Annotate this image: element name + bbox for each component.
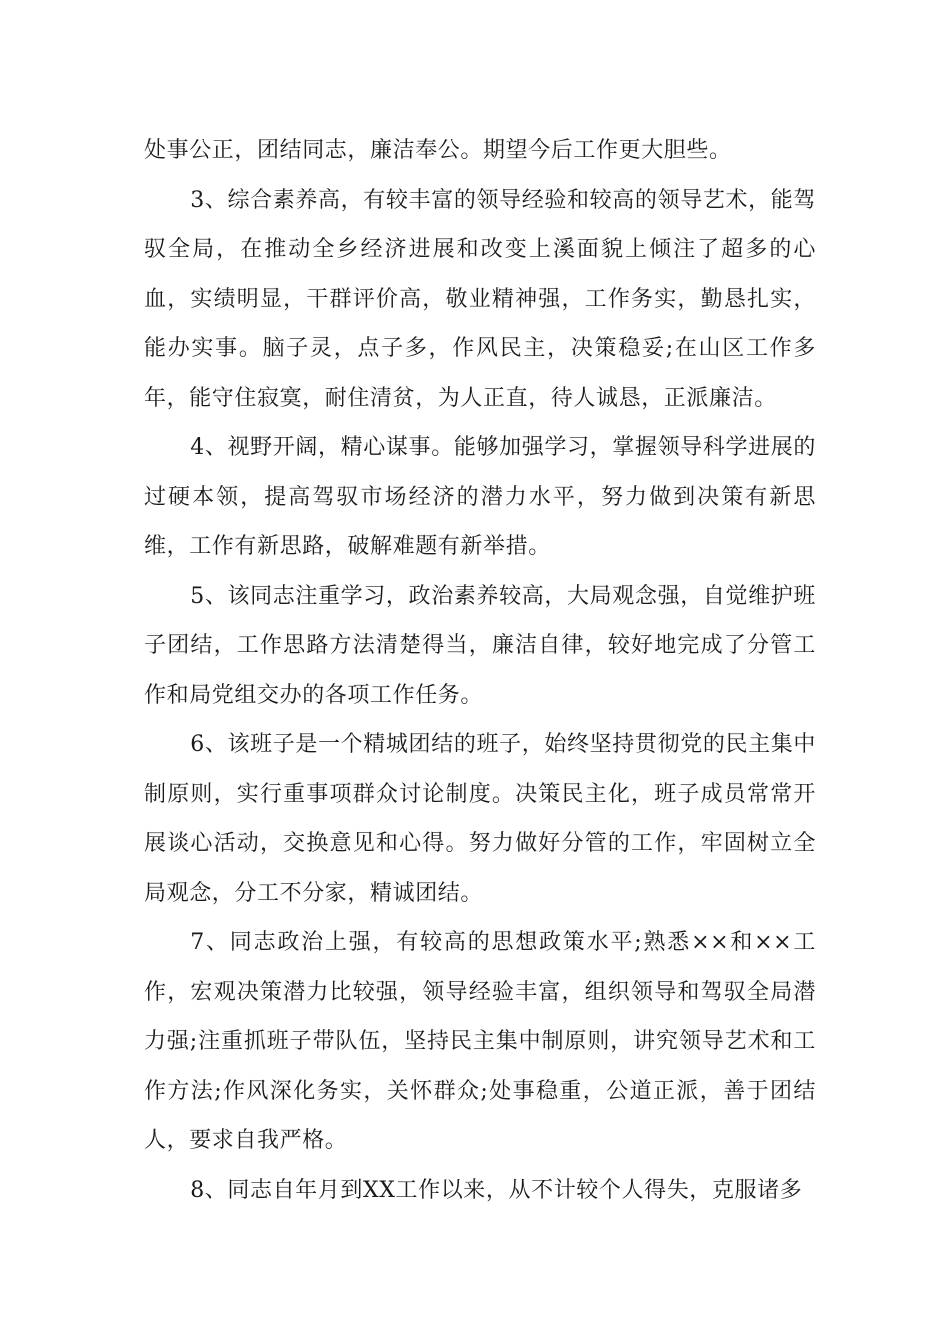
document-body bbox=[144, 126, 816, 1215]
paragraph-4: 4、视野开阔，精心谋事。能够加强学习，掌握领导科学进展的过硬本领，提高驾驭市场经济的潜力水平，努力做到决策有新思维，工作有新思路，破解难题有新举措。 bbox=[144, 435, 816, 559]
paragraph-7: 7、同志政治上强，有较高的思想政策水平;熟悉××和××工作，宏观决策潜力比较强，领导经验丰富，组织领导和驾驭全局潜力强;注重抓班子带队伍，坚持民主集中制原则，讲究领导艺术和工作方法;作风深化务实，关怀群众;处事稳重，公道正派，善于团结人，要求自我严格。 bbox=[144, 930, 816, 1153]
paragraph-8: 8、同志自年月到XX工作以来，从不计较个人得失，克服诸多 bbox=[190, 1177, 803, 1203]
continued-paragraph: 处事公正，团结同志，廉洁奉公。期望今后工作更大胆些。 bbox=[144, 138, 732, 163]
paragraph-5: 5、该同志注重学习，政治素养较高，大局观念强，自觉维护班子团结，工作思路方法清楚得当，廉洁自律，较好地完成了分管工作和局党组交办的各项工作任务。 bbox=[144, 583, 816, 708]
paragraph-6: 6、该班子是一个精城团结的班子，始终坚持贯彻党的民主集中制原则，实行重事项群众讨论制度。决策民主化，班子成员常常开展谈心活动，交换意见和心得。努力做好分管的工作，牢固树立全局观念，分工不分家，精诚团结。 bbox=[144, 732, 816, 906]
paragraph-3: 3、综合素养高，有较丰富的领导经验和较高的领导艺术，能驾驭全局，在推动全乡经济进展和改变上溪面貌上倾注了超多的心血，实绩明显，干群评价高，敬业精神强，工作务实，勤恳扎实，能办实事。脑子灵，点子多，作风民主，决策稳妥;在山区工作多年，能守住寂寞，耐住清贫，为人正直，待人诚恳，正派廉洁。 bbox=[144, 187, 816, 411]
